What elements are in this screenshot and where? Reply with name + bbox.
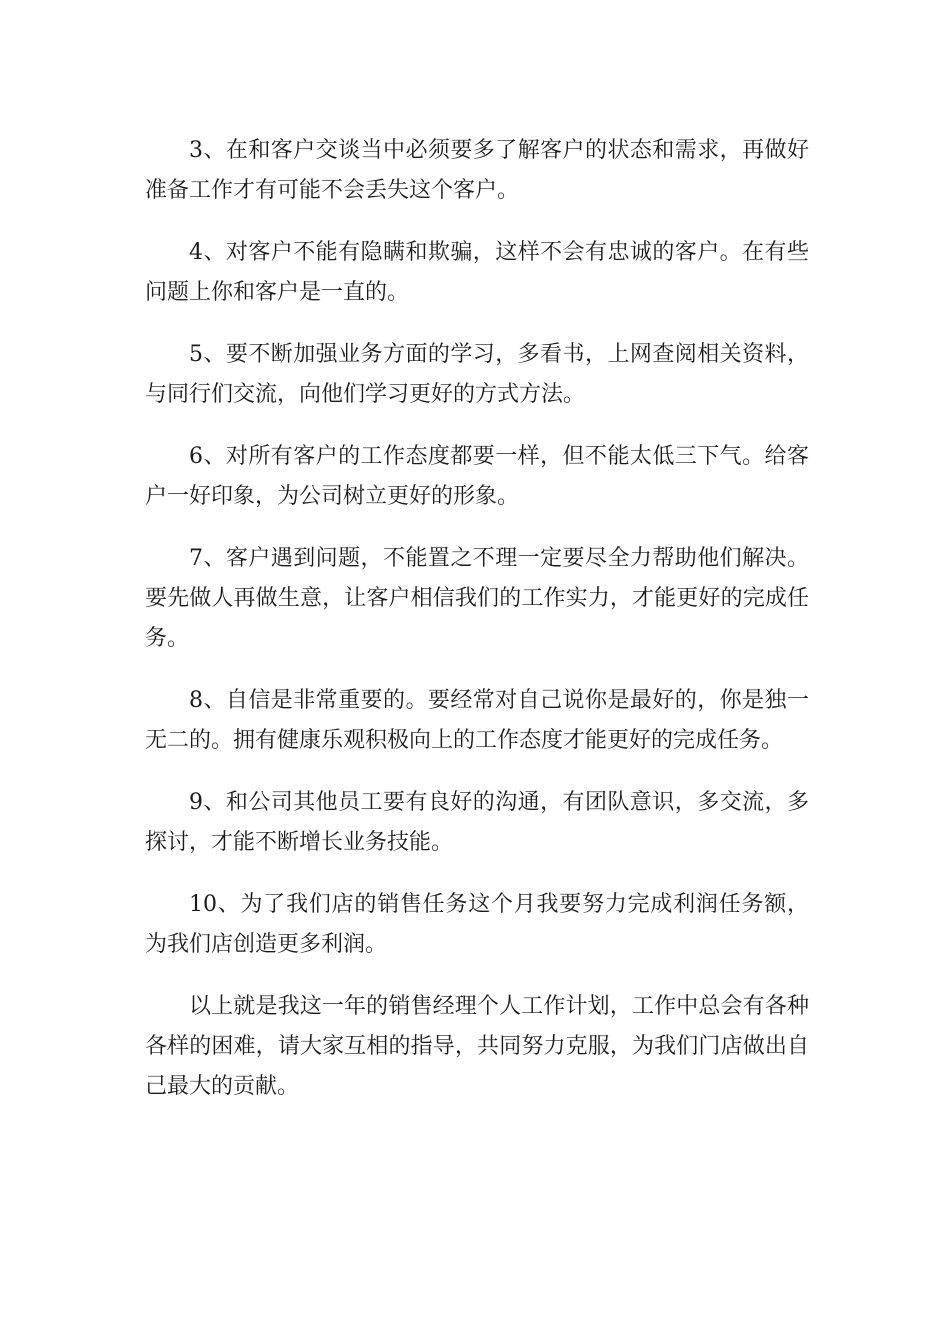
- document-body: [145, 131, 809, 1129]
- paragraph-item-9: 9、和公司其他员工要有良好的沟通，有团队意识，多交流，多探讨，才能不断增长业务技能。: [145, 790, 809, 855]
- paragraph-item-5: 5、要不断加强业务方面的学习，多看书，上网查阅相关资料，与同行们交流，向他们学习更好的方式方法。: [145, 342, 809, 407]
- paragraph-item-7: 7、客户遇到问题，不能置之不理一定要尽全力帮助他们解决。要先做人再做生意，让客户相信我们的工作实力，才能更好的完成任务。: [145, 546, 809, 651]
- paragraph-item-3: 3、在和客户交谈当中必须要多了解客户的状态和需求，再做好准备工作才有可能不会丢失这个客户。: [145, 138, 809, 203]
- paragraph-item-4: 4、对客户不能有隐瞒和欺骗，这样不会有忠诚的客户。在有些问题上你和客户是一直的。: [145, 240, 809, 305]
- paragraph-item-8: 8、自信是非常重要的。要经常对自己说你是最好的，你是独一无二的。拥有健康乐观积极向上的工作态度才能更好的完成任务。: [145, 688, 809, 753]
- paragraph-conclusion: 以上就是我这一年的销售经理个人工作计划，工作中总会有各种各样的困难，请大家互相的指导，共同努力克服，为我们门店做出自己最大的贡献。: [145, 994, 809, 1099]
- paragraph-item-10: 10、为了我们店的销售任务这个月我要努力完成利润任务额，为我们店创造更多利润。: [145, 892, 809, 957]
- paragraph-item-6: 6、对所有客户的工作态度都要一样，但不能太低三下气。给客户一好印象，为公司树立更好的形象。: [145, 444, 809, 509]
